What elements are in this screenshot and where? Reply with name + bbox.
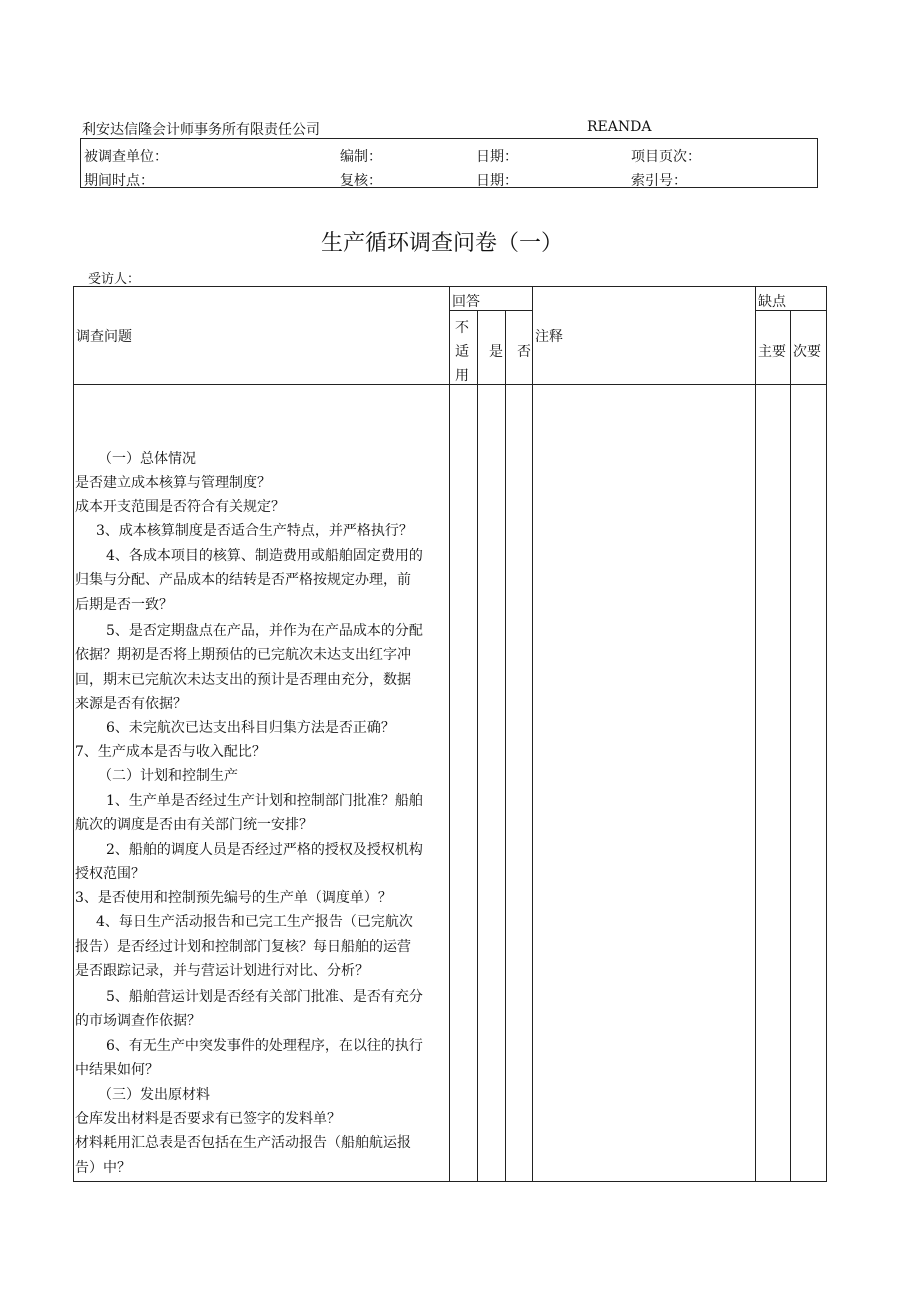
brand-name: REANDA [587, 119, 652, 135]
question-line: 依据？期初是否将上期预估的已完航次未达支出红字冲 [75, 647, 411, 663]
project-page-label: 项目页次： [631, 149, 701, 165]
col-divider [532, 286, 533, 1182]
col-defect-header: 缺点 [758, 294, 786, 310]
question-line: 3、成本核算制度是否适合生产特点，并严格执行？ [96, 523, 413, 539]
col-divider [755, 286, 756, 1182]
question-line: 航次的调度是否由有关部门统一安排？ [75, 817, 313, 833]
question-line: 回，期末已完航次未达支出的预计是否理由充分，数据 [75, 672, 411, 688]
company-name: 利安达信隆会计师事务所有限责任公司 [82, 122, 320, 138]
question-line: 成本开支范围是否符合有关规定？ [75, 499, 285, 515]
question-line: 的市场调查作依据？ [75, 1013, 201, 1029]
question-line: 4、每日生产活动报告和已完工生产报告（已完航次 [96, 914, 413, 930]
question-line: 是否跟踪记录，并与营运计划进行对比、分析？ [75, 963, 369, 979]
period-label: 期间时点： [84, 173, 154, 189]
question-line: 是否建立成本核算与管理制度？ [75, 475, 271, 491]
question-line: 5、是否定期盘点在产品，并作为在产品成本的分配 [106, 623, 423, 639]
index-no-label: 索引号： [631, 173, 687, 189]
date-label-1: 日期： [476, 149, 518, 165]
row-divider [73, 384, 827, 385]
question-line: 3、是否使用和控制预先编号的生产单（调度单）？ [75, 890, 392, 906]
section-heading: （三）发出原材料 [98, 1087, 210, 1103]
col-no-header: 否 [517, 344, 531, 360]
question-line: 仓库发出材料是否要求有已签字的发料单？ [75, 1111, 341, 1127]
question-line: 归集与分配、产品成本的结转是否严格按规定办理，前 [75, 572, 411, 588]
col-na-header-1: 不 [455, 320, 469, 336]
col-yes-header: 是 [489, 344, 503, 360]
col-divider [790, 310, 791, 1182]
col-divider [505, 310, 506, 1182]
col-minor-header: 次要 [793, 344, 821, 360]
page-title: 生产循环调查问卷（一） [321, 231, 564, 256]
col-na-header-2: 适 [455, 344, 469, 360]
section-heading: （二）计划和控制生产 [98, 768, 238, 784]
info-box [80, 138, 818, 188]
question-line: 来源是否有依据？ [75, 696, 187, 712]
question-line: 材料耗用汇总表是否包括在生产活动报告（船舶航运报 [75, 1135, 411, 1151]
col-divider [449, 286, 450, 1182]
question-line: 后期是否一致？ [75, 597, 173, 613]
question-line: 4、各成本项目的核算、制造费用或船舶固定费用的 [106, 548, 423, 564]
interviewee-label: 受访人： [88, 272, 141, 287]
question-line: 5、船舶营运计划是否经有关部门批准、是否有充分 [106, 989, 423, 1005]
question-line: 报告）是否经过计划和控制部门复核？每日船舶的运营 [75, 939, 411, 955]
audited-unit-label: 被调查单位： [84, 149, 168, 165]
date-label-2: 日期： [476, 173, 518, 189]
question-line: 中结果如何？ [75, 1062, 159, 1078]
col-answer-header: 回答 [452, 294, 480, 310]
question-line: 6、未完航次已达支出科目归集方法是否正确？ [106, 720, 395, 736]
question-line: 1、生产单是否经过生产计划和控制部门批准？船舶 [106, 793, 423, 809]
col-notes-header: 注释 [535, 329, 563, 345]
col-major-header: 主要 [758, 344, 786, 360]
col-question-header: 调查问题 [76, 329, 132, 345]
section-heading: （一）总体情况 [98, 451, 196, 467]
question-line: 授权范围？ [75, 866, 145, 882]
question-line: 2、船舶的调度人员是否经过严格的授权及授权机构 [106, 842, 423, 858]
reviewed-by-label: 复核： [340, 173, 382, 189]
prepared-by-label: 编制： [340, 149, 382, 165]
col-na-header-3: 用 [455, 368, 469, 384]
question-line: 6、有无生产中突发事件的处理程序，在以往的执行 [106, 1038, 423, 1054]
question-line: 告）中？ [75, 1160, 131, 1176]
col-divider [477, 310, 478, 1182]
question-line: 7、生产成本是否与收入配比？ [75, 744, 266, 760]
